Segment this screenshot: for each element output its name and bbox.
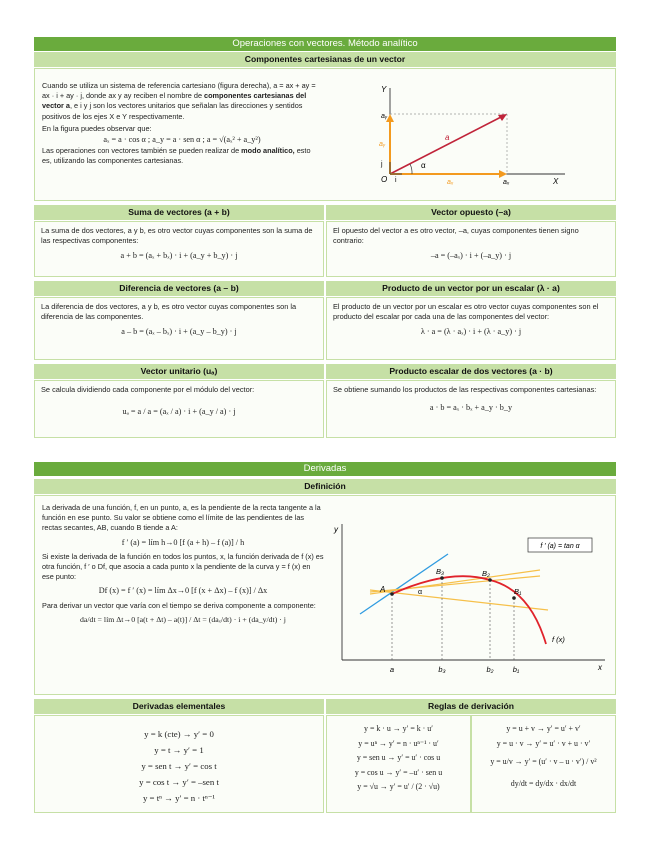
graph-y-label: y — [334, 525, 338, 534]
ax-label: aₓ — [503, 179, 510, 186]
section-header-vectors: Operaciones con vectores. Método analítico — [34, 37, 616, 51]
intro-paragraph-2: En la figura puedes observar que: — [42, 123, 152, 133]
def-paragraph-1: La derivada de una función, f, en un punto, a, es la pendiente de la recta tangente a la función en ese punto. Su valor se obtiene como el límite de las pendientes de las rectas secantes, AB, cuando B tiende a A: — [42, 503, 321, 533]
intro-text-3: Las operaciones con vectores también se pueden realizar de — [42, 146, 240, 156]
def-formula-3: da/dt = lím Δt→0 [a(t + Δt) – a(t)] / Δt = (daₓ/dt) · i + (da_y/dt) · j — [80, 614, 286, 624]
diferencia-text: La diferencia de dos vectores, a y b, es otro vector cuyas componentes son la diferencia de las componentes. — [41, 302, 297, 321]
section-header-derivadas: Derivadas — [34, 462, 616, 476]
opuesto-text: El opuesto del vector a es otro vector, –a, cuyas componentes tienen signo contrario: — [333, 226, 579, 245]
y-axis-label: Y — [381, 85, 387, 94]
title-suma: Suma de vectores (a + b) — [34, 205, 324, 220]
label-fx: f (x) — [552, 635, 565, 644]
components-formula: aₓ = a · cos α ; a_y = a · sen α ; a = √(aₓ² + a_y²) — [103, 135, 261, 145]
box-reglas-right — [471, 715, 616, 813]
box-reglas-left — [326, 715, 471, 813]
vector-components-figure — [365, 78, 585, 188]
rule-row: y = k · u → y′ = k · u′ — [364, 724, 433, 733]
label-B2: B₂ — [482, 569, 490, 578]
producto-escalar-formula: λ · a = (λ · aₓ) · i + (λ · a_y) · j — [420, 327, 522, 336]
diferencia-formula: a – b = (aₓ – bₓ) · i + (a_y – b_y) · j — [121, 327, 237, 336]
rule-row: y = u + v → y′ = u′ + v′ — [506, 724, 581, 733]
origin-label: O — [381, 175, 388, 184]
ay-label: aᵧ — [381, 113, 388, 120]
def-formula-2: Df (x) = f ′ (x) = lím Δx→0 [f (x + Δx) – f (x)] / Δx — [98, 586, 268, 596]
elemental-row: y = k (cte) → y′ = 0 — [144, 729, 214, 739]
alpha-arc — [410, 164, 412, 174]
suma-formula: a + b = (aₓ + bₓ) · i + (a_y + b_y) · j — [120, 251, 238, 260]
rule-row: y = uⁿ → y′ = n · uⁿ⁻¹ · u′ — [358, 738, 439, 748]
intro-text-1: Cuando se utiliza un sistema de referencia cartesiano (figura derecha), a = ax + ay = ax · i + ay · j, donde ax y ay reciben el nombre de — [42, 81, 316, 101]
producto-escalar-text: El producto de un vector por un escalar es otro vector cuyas componentes son el producto del escalar por cada una de las componentes del vector: — [333, 302, 599, 321]
rule-row: y = u · v → y′ = u′ · v + u · v′ — [496, 738, 591, 748]
point-B2 — [488, 578, 492, 582]
def-paragraph-3: Para derivar un vector que varía con el tiempo se deriva componente a componente: — [42, 600, 316, 610]
rule-row: y = sen u → y′ = u′ · cos u — [356, 753, 441, 762]
rule-row: y = u/v → y′ = (u′ · v – u · v′) / v² — [490, 757, 597, 766]
vector-ax-head — [499, 170, 507, 178]
subheader-definicion: Definición — [34, 479, 616, 494]
title-reglas: Reglas de derivación — [326, 699, 616, 714]
label-B1: B₁ — [514, 587, 522, 596]
elemental-row: y = cos t → y′ = –sen t — [139, 777, 219, 787]
intro-paragraph-3 — [42, 146, 322, 166]
unitario-formula: uₐ = a / a = (aₓ / a) · i + (a_y / a) · j — [122, 407, 236, 416]
box-producto-escalar — [326, 297, 616, 360]
box-opuesto — [326, 221, 616, 277]
subheader-components: Componentes cartesianas de un vector — [34, 52, 616, 67]
label-B3: B₃ — [436, 567, 444, 576]
elemental-row: y = sen t → y′ = cos t — [141, 761, 217, 771]
alpha-label: α — [421, 161, 426, 170]
def-paragraph-2: Si existe la derivada de la función en todos los puntos, x, la función derivada de f (x) es otra función, f ′ o Df, que asocia a cada punto x la pendiente de la curva y = f (x) en ese punto: — [42, 551, 324, 582]
tick-b1: b₁ — [512, 665, 520, 674]
box-elementales — [34, 715, 324, 813]
intro-bold-3: modo analítico, — [241, 146, 295, 156]
rule-row: y = cos u → y′ = –u′ · sen u — [354, 767, 443, 777]
title-unitario: Vector unitario (uₐ) — [34, 364, 324, 379]
vector-a-arrow — [390, 116, 503, 174]
intro-paragraph-1 — [42, 81, 322, 122]
tick-b2: b₂ — [486, 665, 494, 674]
tick-b3: b₃ — [438, 665, 446, 674]
box-suma — [34, 221, 324, 277]
title-opuesto: Vector opuesto (–a) — [326, 205, 616, 220]
opuesto-formula: –a = (–aₓ) · i + (–a_y) · j — [430, 251, 512, 260]
point-B1 — [512, 596, 516, 600]
box-producto-vectores — [326, 380, 616, 438]
rule-row: y = √u → y′ = u′ / (2 · √u) — [357, 782, 440, 791]
title-producto-vectores: Producto escalar de dos vectores (a · b) — [326, 364, 616, 379]
suma-text: La suma de dos vectores, a y b, es otro vector cuyas componentes son la suma de las respectivas componentes: — [41, 226, 313, 245]
title-elementales: Derivadas elementales — [34, 699, 324, 714]
tick-a: a — [389, 665, 395, 674]
elemental-row: y = t → y′ = 1 — [154, 745, 204, 755]
graph-x-label: x — [598, 663, 602, 672]
elemental-row: y = tⁿ → y′ = n · tⁿ⁻¹ — [142, 793, 216, 803]
rule-row: dy/dt = dy/dx · dx/dt — [510, 779, 577, 788]
point-B3 — [440, 576, 444, 580]
label-alpha: α — [418, 589, 423, 596]
box-unitario — [34, 380, 324, 438]
a-vector-label: a — [445, 133, 450, 142]
intro-text-1-end: , e i y j son los vectores unitarios que señalan las direcciones y sentidos positivos de los ejes X e Y respectivamente. — [42, 101, 303, 121]
components-intro — [42, 81, 322, 167]
unitario-text: Se calcula dividiendo cada componente por el módulo del vector: — [41, 385, 255, 394]
ay-vector-label: aᵧ — [379, 141, 386, 148]
def-formula-1: f ′ (a) = lím h→0 [f (a + h) – f (a)] / h — [121, 537, 245, 547]
point-A — [390, 592, 394, 596]
j-label: j — [381, 161, 383, 168]
ax-vector-label: aₓ — [447, 179, 454, 186]
title-diferencia: Diferencia de vectores (a – b) — [34, 281, 324, 296]
tangent-line — [360, 554, 448, 614]
derivative-graph — [330, 510, 610, 690]
label-A: A — [380, 585, 386, 594]
legend-text: f ′ (a) = tan α — [540, 543, 580, 550]
function-curve — [392, 576, 546, 644]
definicion-text — [42, 503, 324, 625]
intro-text-3-end: esto es, utilizando las componentes cartesianas. — [42, 146, 311, 166]
producto-vectores-text: Se obtiene sumando los productos de las respectivas componentes cartesianas: — [333, 385, 597, 394]
intro-bold-1: componentes cartesianas del vector a — [42, 91, 307, 111]
i-label: i — [395, 177, 397, 184]
x-axis-label: X — [553, 177, 559, 186]
title-producto-escalar: Producto de un vector por un escalar (λ · a) — [326, 281, 616, 296]
box-diferencia — [34, 297, 324, 360]
producto-vectores-formula: a · b = aₓ · bₓ + a_y · b_y — [429, 403, 513, 412]
